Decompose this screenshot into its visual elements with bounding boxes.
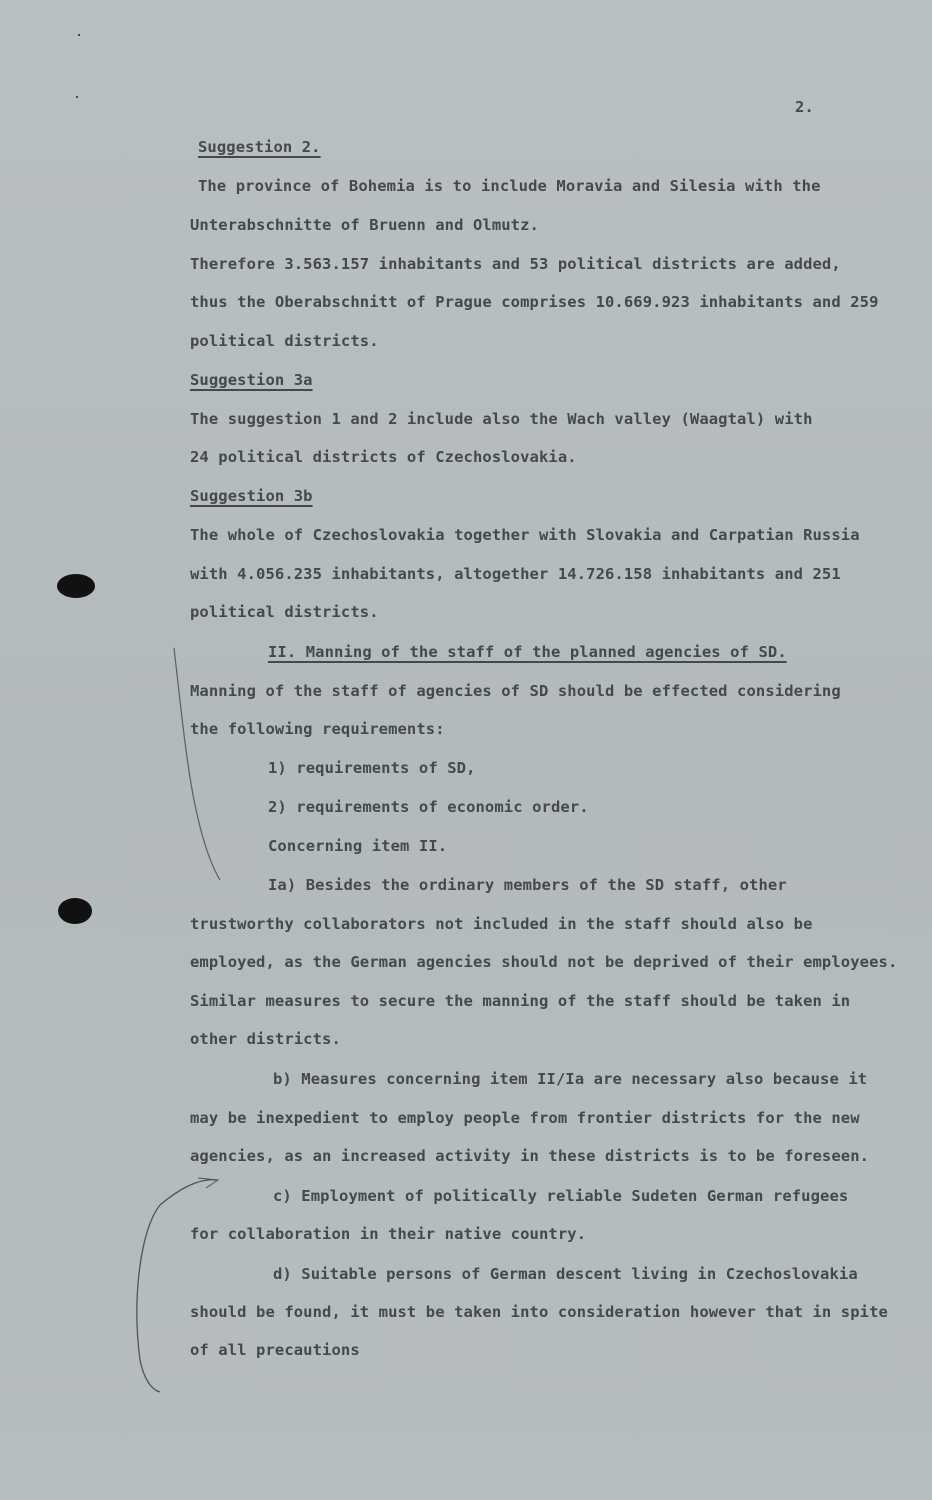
text-line: c) Employment of politically reliable Sudeten German refugees	[273, 1187, 849, 1205]
text-line: other districts.	[190, 1030, 341, 1048]
text-line: The suggestion 1 and 2 include also the Wach valley (Waagtal) with	[190, 410, 813, 428]
text-line: should be found, it must be taken into consideration however that in spite	[190, 1303, 888, 1321]
text-line: thus the Oberabschnitt of Prague comprises 10.669.923 inhabitants and 259	[190, 293, 879, 311]
text-line: Therefore 3.563.157 inhabitants and 53 political districts are added,	[190, 255, 841, 273]
text-line: Ia) Besides the ordinary members of the SD staff, other	[268, 876, 787, 894]
page-number: 2.	[795, 98, 814, 116]
punch-hole-bottom	[58, 898, 92, 924]
text-line: trustworthy collaborators not included in the staff should also be	[190, 915, 813, 933]
text-line: The province of Bohemia is to include Moravia and Silesia with the	[198, 177, 821, 195]
text-line: Concerning item II.	[268, 837, 448, 855]
heading-suggestion-2: Suggestion 2.	[198, 138, 321, 156]
text-line: Unterabschnitte of Bruenn and Olmutz.	[190, 216, 539, 234]
text-line: Similar measures to secure the manning of the staff should be taken in	[190, 992, 851, 1010]
punch-hole-top	[57, 574, 95, 598]
text-line: may be inexpedient to employ people from frontier districts for the new	[190, 1109, 860, 1127]
heading-suggestion-3b: Suggestion 3b	[190, 487, 313, 505]
text-line: agencies, as an increased activity in these districts is to be foreseen.	[190, 1147, 870, 1165]
text-line: b) Measures concerning item II/Ia are necessary also because it	[273, 1070, 868, 1088]
list-item: 2) requirements of economic order.	[268, 798, 589, 816]
speck	[78, 34, 80, 36]
text-line: The whole of Czechoslovakia together with Slovakia and Carpatian Russia	[190, 526, 860, 544]
text-line: political districts.	[190, 332, 379, 350]
text-line: employed, as the German agencies should not be deprived of their employees.	[190, 953, 898, 971]
speck	[76, 96, 78, 98]
list-item: 1) requirements of SD,	[268, 759, 476, 777]
text-line: with 4.056.235 inhabitants, altogether 14.726.158 inhabitants and 251	[190, 565, 841, 583]
text-line: political districts.	[190, 603, 379, 621]
text-line: d) Suitable persons of German descent living in Czechoslovakia	[273, 1265, 858, 1283]
text-line: the following requirements:	[190, 720, 445, 738]
heading-section-II: II. Manning of the staff of the planned agencies of SD.	[268, 643, 787, 661]
text-line: of all precautions	[190, 1341, 360, 1359]
heading-suggestion-3a: Suggestion 3a	[190, 371, 313, 389]
text-line: Manning of the staff of agencies of SD should be effected considering	[190, 682, 841, 700]
text-line: for collaboration in their native country.	[190, 1225, 587, 1243]
text-line: 24 political districts of Czechoslovakia.	[190, 448, 577, 466]
